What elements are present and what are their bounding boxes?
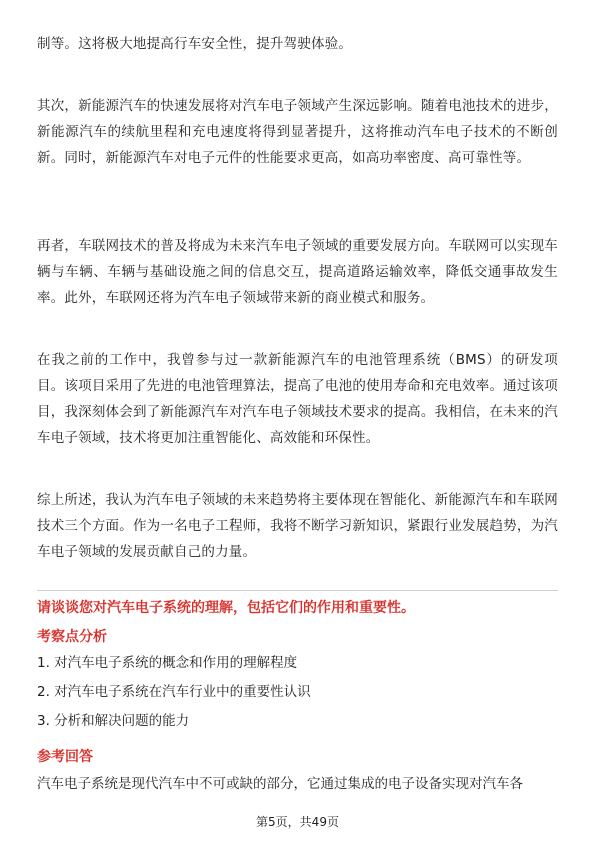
- analysis-point-3: 3. 分析和解决问题的能力: [37, 713, 190, 729]
- paragraph-1: 制等。这将极大地提高行车安全性，提升驾驶体验。: [37, 36, 353, 52]
- page-number: 第5页，共49页: [256, 815, 339, 829]
- analysis-heading: 考察点分析: [37, 629, 107, 645]
- analysis-point-1: 1. 对汽车电子系统的概念和作用的理解程度: [37, 655, 298, 671]
- answer-heading: 参考回答: [37, 749, 93, 765]
- paragraph-3: 再者，车联网技术的普及将成为未来汽车电子领域的重要发展方向。车联网可以实现车辆与车辆、车辆与基础设施之间的信息交互，提高道路运输效率，降低交通事故发生率。此外，车联网还将为汽车电子领域带来新的商业模式和服务。: [37, 238, 558, 306]
- paragraph-5: 综上所述，我认为汽车电子领域的未来趋势将主要体现在智能化、新能源汽车和车联网技术三个方面。作为一名电子工程师，我将不断学习新知识，紧跟行业发展趋势，为汽车电子领域的发展贡献自己的力量。: [37, 492, 558, 560]
- section-divider: [37, 590, 558, 591]
- answer-text: 汽车电子系统是现代汽车中不可或缺的部分，它通过集成的电子设备实现对汽车各: [37, 776, 523, 792]
- paragraph-2: 其次，新能源汽车的快速发展将对汽车电子领域产生深远影响。随着电池技术的进步，新能源汽车的续航里程和充电速度将得到显著提升，这将推动汽车电子技术的不断创新。同时，新能源汽车对电子元件的性能要求更高，如高功率密度、高可靠性等。: [37, 98, 558, 166]
- paragraph-4: 在我之前的工作中，我曾参与过一款新能源汽车的电池管理系统（BMS）的研发项目。该项目采用了先进的电池管理算法，提高了电池的使用寿命和充电效率。通过该项目，我深刻体会到了新能源汽车对汽车电子领域技术要求的提高。我相信，在未来的汽车电子领域，技术将更加注重智能化、高效能和环保性。: [37, 352, 558, 446]
- interview-question: 请谈谈您对汽车电子系统的理解，包括它们的作用和重要性。: [37, 600, 415, 616]
- analysis-point-2: 2. 对汽车电子系统在汽车行业中的重要性认识: [37, 684, 311, 700]
